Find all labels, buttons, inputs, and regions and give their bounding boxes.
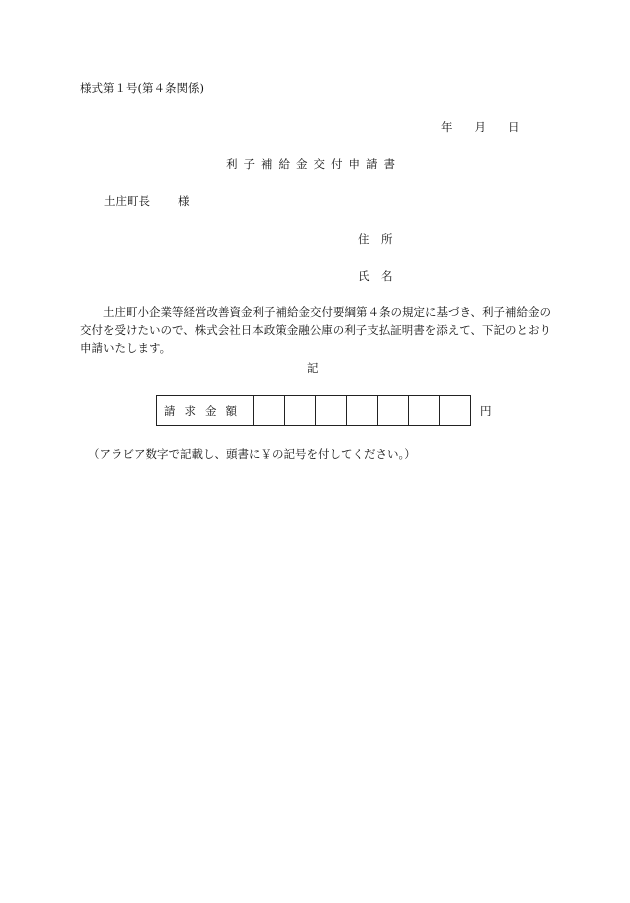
claim-amount-label: 請求金額 [157, 396, 254, 426]
amount-digit-cell[interactable] [316, 396, 347, 426]
instruction-note: （アラビア数字で記載し、頭書に￥の記号を付してください。） [88, 447, 416, 461]
claim-amount-row [157, 396, 471, 426]
addressee-name: 土庄町長 [104, 194, 150, 208]
document-title: 利子補給金交付申請書 [226, 157, 401, 171]
amount-digit-cell[interactable] [378, 396, 409, 426]
amount-digit-cell[interactable] [347, 396, 378, 426]
addressee [104, 193, 190, 209]
applicant-address-label: 住 所 [358, 232, 393, 246]
date-year-label: 年 [441, 120, 453, 134]
date-day-label: 日 [508, 120, 520, 134]
date-line [441, 119, 520, 135]
form-number: 様式第１号(第４条関係) [80, 81, 204, 95]
amount-digit-cell[interactable] [409, 396, 440, 426]
amount-digit-cell[interactable] [285, 396, 316, 426]
applicant-name-label: 氏 名 [358, 269, 393, 283]
ki-heading: 記 [307, 361, 319, 375]
addressee-honorific: 様 [178, 194, 190, 208]
amount-digit-cell[interactable] [254, 396, 285, 426]
application-body-text: 土庄町小企業等経営改善資金利子補給金交付要綱第４条の規定に基づき、利子補給金の交付を受けたいので、株式会社日本政策金融公庫の利子支払証明書を添えて、下記のとおり申請いたします。 [80, 305, 552, 355]
date-month-label: 月 [474, 120, 486, 134]
claim-amount-table [156, 395, 471, 426]
amount-digit-cell[interactable] [440, 396, 471, 426]
yen-unit: 円 [480, 404, 492, 418]
